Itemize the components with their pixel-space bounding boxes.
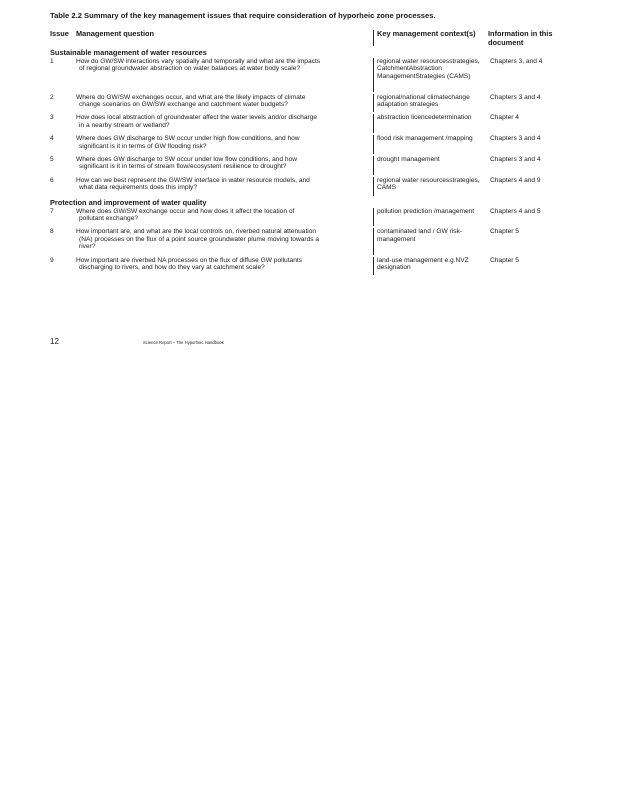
management-context bbox=[377, 257, 481, 272]
question-line: river? bbox=[79, 243, 96, 251]
management-context bbox=[377, 58, 481, 80]
question-line: How can we best represent the GW/SW interface in water resource models, and bbox=[76, 176, 310, 184]
information-reference: Chapters 4 and 5 bbox=[490, 207, 541, 215]
question-line: How important are riverbed NA processes on the flux of diffuse GW pollutants bbox=[76, 256, 303, 264]
issue-number: 6 bbox=[50, 176, 54, 184]
management-context bbox=[377, 135, 481, 142]
table-row bbox=[50, 228, 562, 256]
table-row bbox=[50, 114, 562, 135]
management-issues-table bbox=[50, 28, 562, 277]
context-line: management bbox=[435, 207, 475, 215]
context-line: pollution prediction / bbox=[377, 207, 436, 215]
issue-number: 4 bbox=[50, 135, 54, 143]
column-divider bbox=[373, 58, 374, 92]
question-line: (NA) processes on the flux of a point source groundwater plume moving towards a bbox=[79, 235, 320, 243]
issue-number: 3 bbox=[50, 114, 54, 122]
management-question bbox=[76, 114, 366, 129]
context-line: change adaptation strategies bbox=[377, 93, 470, 108]
column-divider bbox=[373, 208, 374, 227]
column-divider bbox=[373, 135, 374, 154]
context-line: regional/national climate bbox=[377, 93, 449, 101]
question-line: How important are, and what are the local controls on, riverbed natural attenuation bbox=[76, 228, 317, 236]
management-question bbox=[76, 156, 366, 171]
context-line: flood risk management / bbox=[377, 135, 448, 143]
issue-number: 5 bbox=[50, 155, 54, 163]
question-line: of regional groundwater abstraction on water balances at water body scale? bbox=[79, 65, 301, 73]
information-reference: Chapter 5 bbox=[490, 228, 519, 236]
management-question bbox=[76, 208, 366, 223]
header-management-question: Management question bbox=[76, 29, 155, 38]
question-line: change scenarios on GW/SW exchange and catchment water budgets? bbox=[79, 101, 288, 108]
footer-report-title: Science Report – The Hyporheic Handbook bbox=[143, 340, 224, 345]
header-information: Information in this document bbox=[488, 29, 553, 47]
management-question bbox=[76, 257, 366, 272]
information-reference: Chapter 4 bbox=[490, 114, 519, 122]
column-divider bbox=[373, 30, 374, 46]
column-divider bbox=[373, 257, 374, 276]
information-reference: Chapters 3, and 4 bbox=[490, 58, 543, 65]
table-row bbox=[50, 94, 562, 115]
management-context bbox=[377, 208, 481, 215]
context-line: drought management bbox=[377, 155, 440, 163]
question-line: Where do GW/SW exchanges occur, and what are the likely impacts of climate bbox=[76, 93, 306, 101]
column-divider bbox=[373, 114, 374, 133]
information-reference: Chapter 5 bbox=[490, 256, 519, 264]
context-line: strategies, CAMS bbox=[377, 176, 480, 192]
context-line: determination bbox=[431, 114, 472, 122]
table-row bbox=[50, 135, 562, 156]
question-line: Where does GW discharge to SW occur under high flow conditions, and how bbox=[76, 135, 300, 143]
section-heading: Sustainable management of water resources bbox=[50, 48, 207, 57]
context-line: NVZ designation bbox=[377, 256, 469, 271]
information-reference: Chapters 3 and 4 bbox=[490, 155, 541, 163]
column-divider bbox=[373, 177, 374, 196]
question-line: in a nearby stream or wetland? bbox=[79, 121, 170, 129]
section-heading: Protection and improvement of water quality bbox=[50, 197, 207, 207]
page-footer bbox=[50, 337, 570, 349]
question-line: Where does GW discharge to SW occur under low flow conditions, and how bbox=[76, 155, 297, 163]
management-question bbox=[76, 177, 366, 192]
table-row bbox=[50, 257, 562, 278]
table-header-row bbox=[50, 28, 562, 48]
information-reference: Chapters 4 and 9 bbox=[490, 176, 541, 184]
table-caption: Table 2.2 Summary of the key management issues that require consideration of hyporheic zone processes. bbox=[50, 11, 436, 20]
issue-number: 1 bbox=[50, 58, 54, 65]
context-line: management bbox=[377, 235, 416, 243]
table-row bbox=[50, 177, 562, 198]
context-line: regional water resources bbox=[377, 176, 450, 184]
context-line: land-use management e.g. bbox=[377, 256, 456, 264]
issue-number: 8 bbox=[50, 228, 54, 236]
issue-number: 7 bbox=[50, 207, 54, 215]
management-context bbox=[377, 177, 481, 192]
table-body bbox=[50, 48, 562, 277]
context-line: regional water resources bbox=[377, 58, 450, 65]
table-row bbox=[50, 208, 562, 229]
context-line: mapping bbox=[447, 135, 473, 143]
information-reference: Chapters 3 and 4 bbox=[490, 93, 541, 101]
header-issue: Issue bbox=[50, 29, 69, 38]
information-reference: Chapters 3 and 4 bbox=[490, 135, 541, 143]
context-line: abstraction licence bbox=[377, 114, 432, 122]
management-context bbox=[377, 114, 481, 121]
question-line: How does local abstraction of groundwater affect the water levels and/or discharge bbox=[76, 114, 318, 122]
context-line: Strategies (CAMS) bbox=[415, 72, 471, 80]
management-question bbox=[76, 135, 366, 150]
question-line: Where does GW/SW exchange occur and how does it affect the location of bbox=[76, 207, 295, 215]
table-row bbox=[50, 58, 562, 94]
question-line: significant is it in terms of GW flooding risk? bbox=[79, 142, 207, 150]
table-row bbox=[50, 156, 562, 177]
management-context bbox=[377, 94, 481, 109]
management-context bbox=[377, 228, 481, 243]
question-line: pollutant exchange? bbox=[79, 214, 139, 222]
column-divider bbox=[373, 156, 374, 175]
management-question bbox=[76, 58, 366, 73]
context-line: Abstraction Management bbox=[377, 65, 442, 80]
column-divider bbox=[373, 228, 374, 254]
management-question bbox=[76, 228, 366, 250]
question-line: How do GW/SW interactions vary spatially and temporally and what are the impacts bbox=[76, 58, 321, 65]
management-context bbox=[377, 156, 481, 163]
context-line: contaminated land / GW risk- bbox=[377, 228, 463, 236]
column-divider bbox=[373, 94, 374, 113]
issue-number: 2 bbox=[50, 93, 54, 101]
page-number: 12 bbox=[50, 337, 59, 346]
header-management-context: Key management context(s) bbox=[377, 29, 476, 38]
issue-number: 9 bbox=[50, 256, 54, 264]
question-line: what data requirements does this imply? bbox=[79, 184, 198, 192]
question-line: significant is it in terms of stream flow/ecosystem resilience to drought? bbox=[79, 163, 287, 171]
context-line: strategies, Catchment bbox=[377, 58, 480, 73]
management-question bbox=[76, 94, 366, 109]
question-line: discharging to rivers, and how do they vary at catchment scale? bbox=[79, 263, 265, 271]
